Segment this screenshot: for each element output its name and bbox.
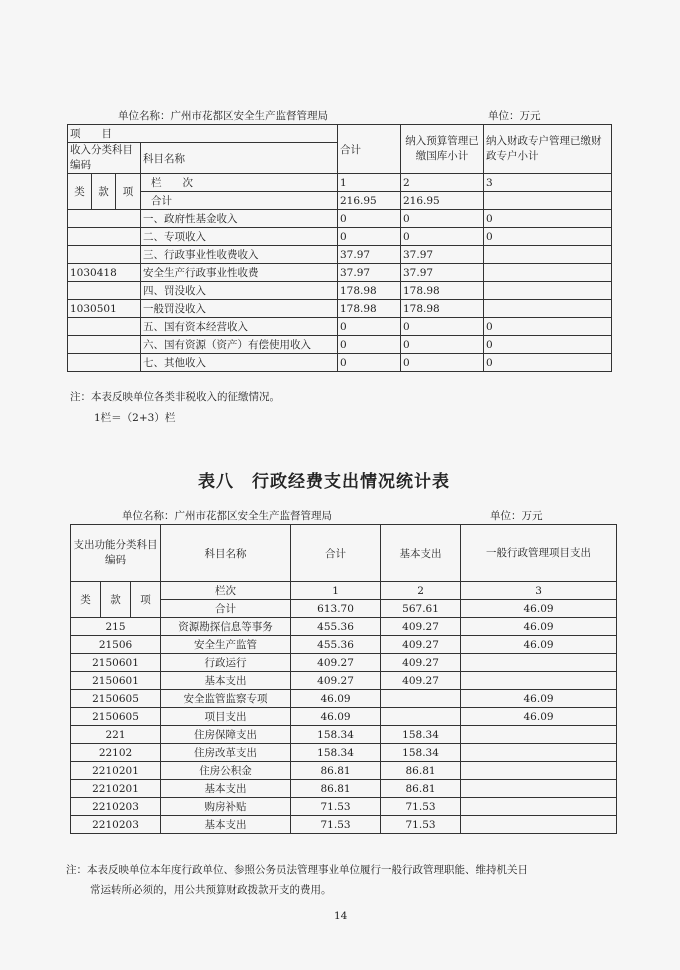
table2-note-line2: 常运转所必须的，用公共预算财政拨款开支的费用。 [90, 884, 332, 896]
table1-unit-label: 单位：万元 [488, 110, 541, 122]
col-no-3: 3 [461, 582, 617, 600]
page-number: 14 [334, 910, 348, 922]
header-name: 科目名称 [141, 143, 338, 174]
header-lei: 类 [71, 582, 101, 618]
table-row: 合计 216.95 216.95 [68, 192, 612, 210]
header-code: 收入分类科目编码 [68, 143, 141, 174]
table-row: 2210201 住房公积金 86.81 86.81 [71, 762, 617, 780]
table-row: 二、专项收入 0 0 0 [68, 228, 612, 246]
table2-title: 表八 行政经费支出情况统计表 [198, 472, 450, 492]
table-row: 三、行政事业性收费收入 37.97 37.97 [68, 246, 612, 264]
header-code: 支出功能分类科目编码 [71, 525, 161, 582]
table-row: 2150601 行政运行 409.27 409.27 [71, 654, 617, 672]
table-row: 2150601 基本支出 409.27 409.27 [71, 672, 617, 690]
table-row: 221 住房保障支出 158.34 158.34 [71, 726, 617, 744]
table1-note: 注：本表反映单位各类非税收入的征缴情况。 [70, 391, 280, 403]
table-row: 215 资源勘探信息等事务 455.36 409.27 46.09 [71, 618, 617, 636]
table-row: 四、罚没收入 178.98 178.98 [68, 282, 612, 300]
header-xiang: 项 [116, 174, 141, 210]
header-xiang: 项 [131, 582, 161, 618]
table-row: 2150605 安全监管监察专项 46.09 46.09 [71, 690, 617, 708]
header-item: 项 目 [68, 125, 338, 143]
table-row: 七、其他收入 0 0 0 [68, 354, 612, 372]
col-no-2: 2 [401, 174, 484, 192]
header-fiscal-account: 纳入财政专户管理已缴财政专户小计 [484, 125, 612, 174]
table-row: 2210203 基本支出 71.53 71.53 [71, 816, 617, 834]
header-total: 合计 [291, 525, 381, 582]
table-row: 合计 613.70 567.61 46.09 [71, 600, 617, 618]
header-lanci: 栏 次 [141, 174, 338, 192]
header-total: 合计 [338, 125, 401, 174]
table2-unit-label: 单位：万元 [490, 510, 543, 522]
table-row: 21506 安全生产监管 455.36 409.27 46.09 [71, 636, 617, 654]
header-basic: 基本支出 [381, 525, 461, 582]
table-row: 五、国有资本经营收入 0 0 0 [68, 318, 612, 336]
admin-expense-table [70, 524, 617, 834]
col-no-2: 2 [381, 582, 461, 600]
header-lanci: 栏次 [161, 582, 291, 600]
table1-org-label: 单位名称：广州市花都区安全生产监督管理局 [118, 110, 328, 122]
table2-org-label: 单位名称：广州市花都区安全生产监督管理局 [122, 510, 332, 522]
table-row: 22102 住房改革支出 158.34 158.34 [71, 744, 617, 762]
table-row: 2210203 购房补贴 71.53 71.53 [71, 798, 617, 816]
nontax-income-table [67, 124, 612, 372]
col-no-1: 1 [338, 174, 401, 192]
table-row: 一、政府性基金收入 0 0 0 [68, 210, 612, 228]
table-row: 六、国有资源（资产）有偿使用收入 0 0 0 [68, 336, 612, 354]
table1-formula-note: 1栏＝（2+3）栏 [94, 412, 176, 424]
col-no-1: 1 [291, 582, 381, 600]
col-no-3: 3 [484, 174, 612, 192]
table-row: 1030501 一般罚没收入 178.98 178.98 [68, 300, 612, 318]
header-budget-treasury: 纳入预算管理已缴国库小计 [401, 125, 484, 174]
header-admin-project: 一般行政管理项目支出 [461, 525, 617, 582]
header-lei: 类 [68, 174, 92, 210]
header-kuan: 款 [92, 174, 116, 210]
table-row: 2150605 项目支出 46.09 46.09 [71, 708, 617, 726]
header-name: 科目名称 [161, 525, 291, 582]
table-row: 2210201 基本支出 86.81 86.81 [71, 780, 617, 798]
table2-note-line1: 注：本表反映单位本年度行政单位、参照公务员法管理事业单位履行一般行政管理职能、维持机关日 [66, 864, 528, 876]
table-row: 1030418 安全生产行政事业性收费 37.97 37.97 [68, 264, 612, 282]
header-kuan: 款 [101, 582, 131, 618]
